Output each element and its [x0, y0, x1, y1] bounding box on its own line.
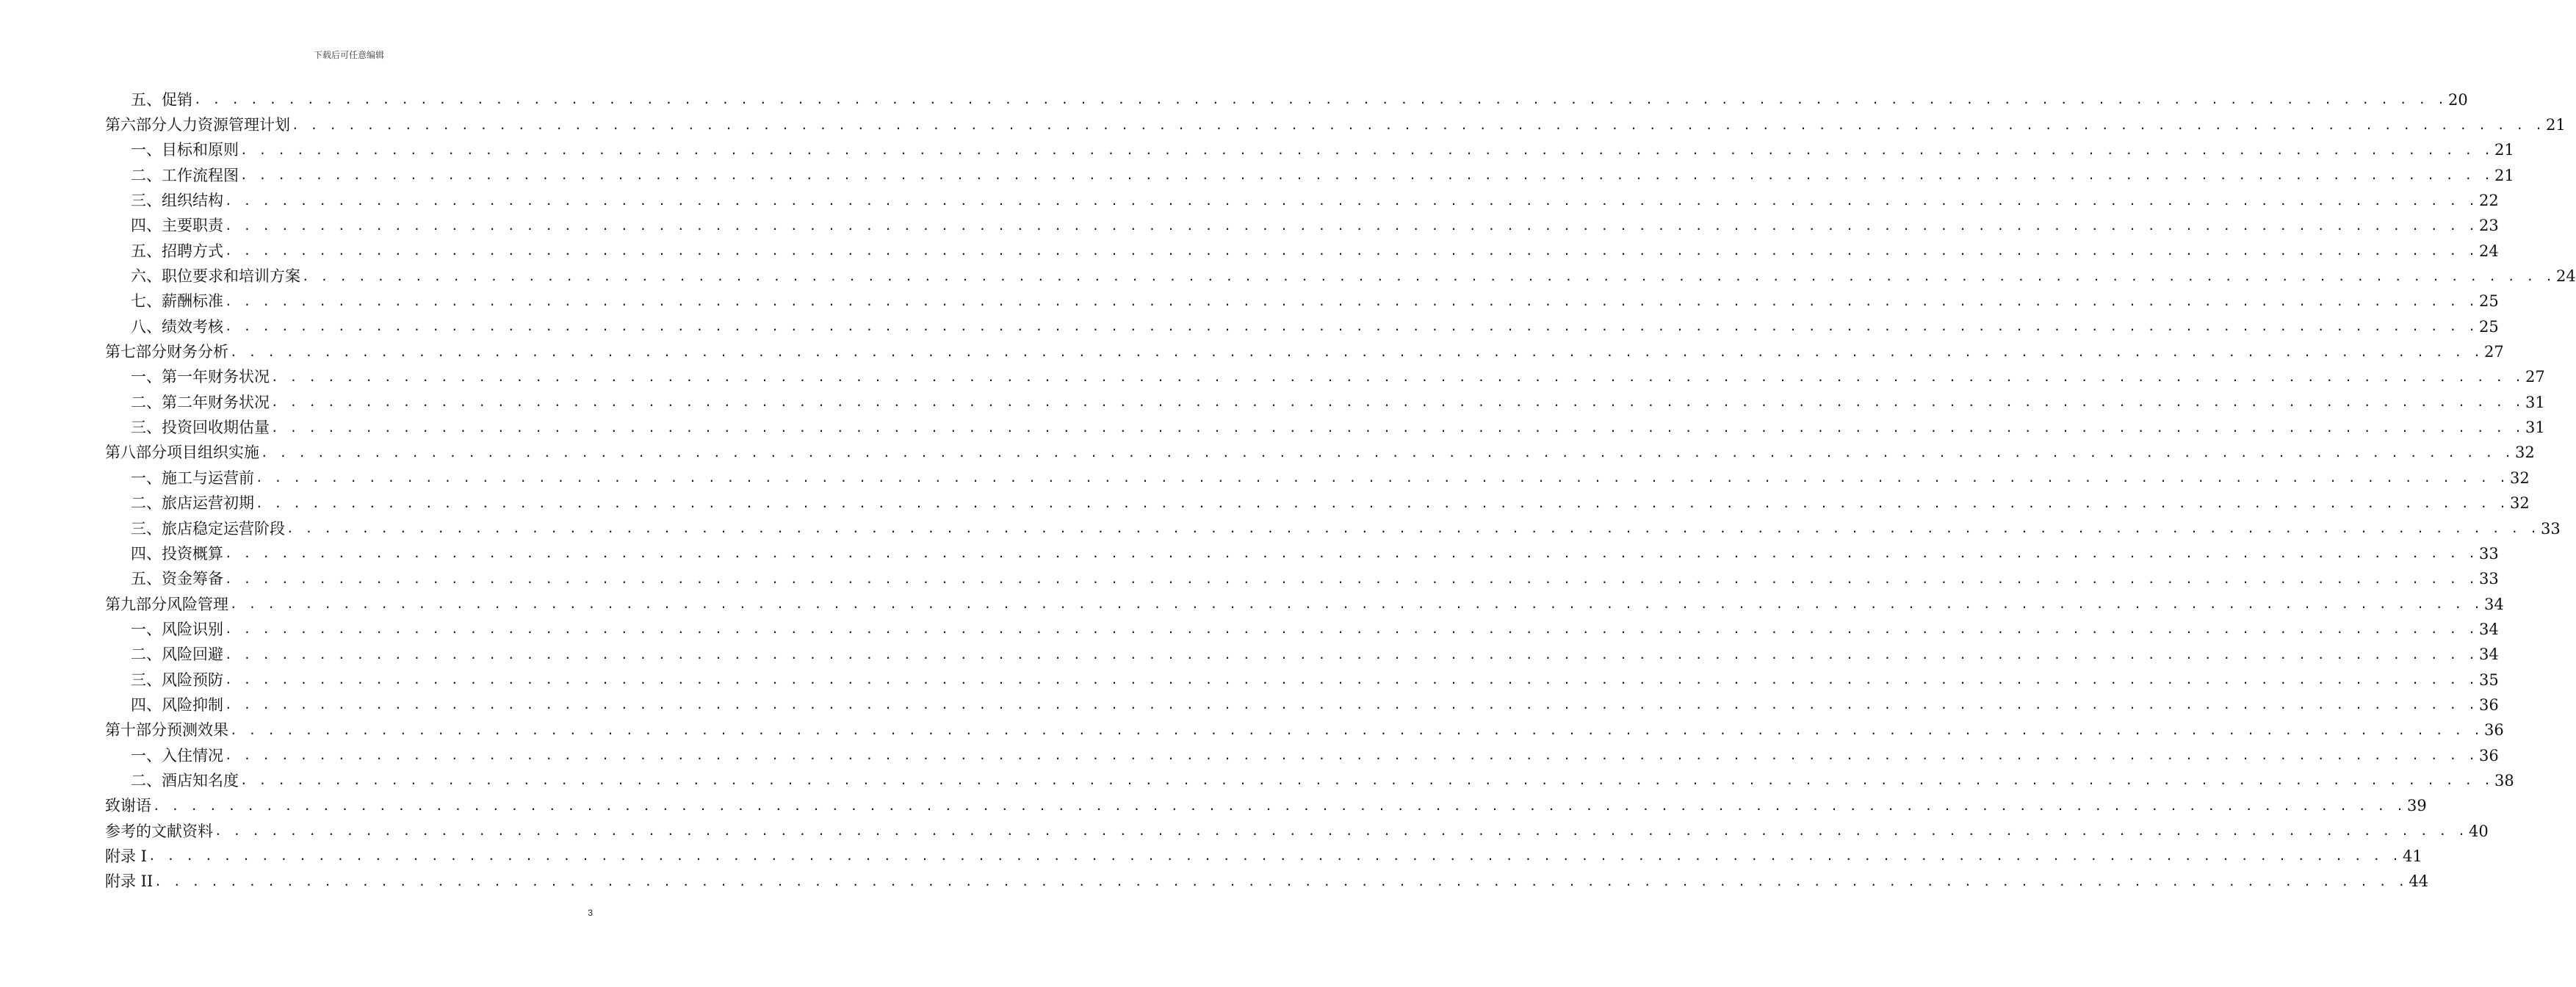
toc-leader-dots: . . . . . . . . . . . . . . . . . . . . . . . . . . . . . . . . . . . . . . . . . . . . . . . . . . . . . . . . . . . . . . . . . . . . . . . . . . . . . . . . . . . . . . . . . . . . . . . . . . . . . . . . . . . . . . . . . . . . . . . .: [256, 471, 2509, 485]
toc-leader-dots: . . . . . . . . . . . . . . . . . . . . . . . . . . . . . . . . . . . . . . . . . . . . . . . . . . . . . . . . . . . . . . . . . . . . . . . . . . . . . . . . . . . . . . . . . . . . . . . . . . . . . . . . . . . . . . . . . . . . . . . .: [271, 420, 2525, 435]
toc-entry-number: 一、: [131, 469, 162, 487]
toc-leader-dots: . . . . . . . . . . . . . . . . . . . . . . . . . . . . . . . . . . . . . . . . . . . . . . . . . . . . . . . . . . . . . . . . . . . . . . . . . . . . . . . . . . . . . . . . . . . . . . . . . . . . . . . . . . . . . . . . . . . . . . . .: [261, 445, 2514, 460]
toc-entry-title: 财务分析: [167, 343, 228, 361]
toc-leader-dots: . . . . . . . . . . . . . . . . . . . . . . . . . . . . . . . . . . . . . . . . . . . . . . . . . . . . . . . . . . . . . . . . . . . . . . . . . . . . . . . . . . . . . . . . . . . . . . . . . . . . . . . . . . . . . . . . . . . . . . . .: [292, 118, 2545, 132]
toc-leader-dots: . . . . . . . . . . . . . . . . . . . . . . . . . . . . . . . . . . . . . . . . . . . . . . . . . . . . . . . . . . . . . . . . . . . . . . . . . . . . . . . . . . . . . . . . . . . . . . . . . . . . . . . . . . . . . . . . . . . . . . . .: [225, 218, 2478, 233]
toc-entry-number: 三、: [131, 419, 162, 437]
toc-entry-page: 34: [2484, 595, 2504, 613]
toc-entry[interactable]: [105, 390, 2545, 415]
toc-entry-number: 第六部分: [105, 116, 167, 134]
toc-entry-page: 32: [2515, 444, 2535, 462]
toc-entry-number: 二、: [131, 166, 162, 184]
toc-entry[interactable]: [105, 314, 2499, 339]
toc-leader-dots: . . . . . . . . . . . . . . . . . . . . . . . . . . . . . . . . . . . . . . . . . . . . . . . . . . . . . . . . . . . . . . . . . . . . . . . . . . . . . . . . . . . . . . . . . . . . . . . . . . . . . . . . . . . . . . . . . . . . . . . .: [256, 496, 2509, 510]
toc-entry[interactable]: [105, 239, 2499, 264]
toc-entry[interactable]: [105, 466, 2530, 491]
toc-entry[interactable]: [105, 289, 2499, 314]
toc-leader-dots: . . . . . . . . . . . . . . . . . . . . . . . . . . . . . . . . . . . . . . . . . . . . . . . . . . . . . . . . . . . . . . . . . . . . . . . . . . . . . . . . . . . . . . . . . . . . . . . . . . . . . . . . . . . . . . . . . . . . . . . .: [225, 647, 2478, 662]
toc-entry-page: 32: [2510, 469, 2530, 487]
toc-entry-title: 投资回收期估量: [162, 419, 270, 437]
toc-entry[interactable]: [105, 138, 2514, 163]
toc-entry-title: 风险回避: [162, 646, 223, 664]
toc-leader-dots: . . . . . . . . . . . . . . . . . . . . . . . . . . . . . . . . . . . . . . . . . . . . . . . . . . . . . . . . . . . . . . . . . . . . . . . . . . . . . . . . . . . . . . . . . . . . . . . . . . . . . . . . . . . . . . . . . . . . . . . .: [225, 622, 2478, 637]
toc-entry-page: 36: [2484, 721, 2504, 740]
toc-leader-dots: . . . . . . . . . . . . . . . . . . . . . . . . . . . . . . . . . . . . . . . . . . . . . . . . . . . . . . . . . . . . . . . . . . . . . . . . . . . . . . . . . . . . . . . . . . . . . . . . . . . . . . . . . . . . . . . . . . . . . . . .: [240, 168, 2494, 183]
toc-entry[interactable]: [105, 768, 2514, 793]
toc-entry-page: 34: [2479, 620, 2499, 638]
toc-entry[interactable]: [105, 214, 2499, 239]
toc-leader-dots: . . . . . . . . . . . . . . . . . . . . . . . . . . . . . . . . . . . . . . . . . . . . . . . . . . . . . . . . . . . . . . . . . . . . . . . . . . . . . . . . . . . . . . . . . . . . . . . . . . . . . . . . . . . . . . . . . . . . . . . .: [225, 294, 2478, 308]
toc-entry-title: 附录 I: [105, 847, 147, 865]
toc-entry-page: 24: [2556, 267, 2576, 286]
toc-entry[interactable]: [105, 794, 2427, 819]
toc-leader-dots: . . . . . . . . . . . . . . . . . . . . . . . . . . . . . . . . . . . . . . . . . . . . . . . . . . . . . . . . . . . . . . . . . . . . . . . . . . . . . . . . . . . . . . . . . . . . . . . . . . . . . . . . . . . . . . . . . . . . . . . .: [230, 344, 2483, 359]
toc-entry[interactable]: [105, 491, 2530, 516]
toc-entry[interactable]: [105, 870, 2429, 894]
toc-entry[interactable]: [105, 592, 2504, 617]
toc-entry[interactable]: [105, 264, 2576, 289]
toc-leader-dots: . . . . . . . . . . . . . . . . . . . . . . . . . . . . . . . . . . . . . . . . . . . . . . . . . . . . . . . . . . . . . . . . . . . . . . . . . . . . . . . . . . . . . . . . . . . . . . . . . . . . . . . . . . . . . . . . . . . . . . . .: [302, 269, 2555, 283]
toc-entry-title: 施工与运营前: [162, 469, 254, 487]
toc-entry-number: 一、: [131, 368, 162, 386]
toc-leader-dots: . . . . . . . . . . . . . . . . . . . . . . . . . . . . . . . . . . . . . . . . . . . . . . . . . . . . . . . . . . . . . . . . . . . . . . . . . . . . . . . . . . . . . . . . . . . . . . . . . . . . . . . . . . . . . . . . . . . . . . . .: [271, 395, 2525, 410]
toc-entry[interactable]: [105, 743, 2499, 768]
toc-entry-page: 23: [2479, 217, 2499, 235]
toc-entry-title: 投资概算: [162, 544, 223, 563]
toc-leader-dots: . . . . . . . . . . . . . . . . . . . . . . . . . . . . . . . . . . . . . . . . . . . . . . . . . . . . . . . . . . . . . . . . . . . . . . . . . . . . . . . . . . . . . . . . . . . . . . . . . . . . . . . . . . . . . . . . . . . . . . . .: [225, 244, 2478, 258]
toc-entry-number: 二、: [131, 771, 162, 789]
toc-entry-title: 入住情况: [162, 746, 223, 764]
toc-entry-title: 参考的文献资料: [105, 822, 213, 840]
toc-entry-title: 薪酬标准: [162, 292, 223, 311]
toc-entry-title: 资金筹备: [162, 570, 223, 588]
toc-entry-number: 五、: [131, 90, 162, 109]
toc-entry-number: 七、: [131, 292, 162, 311]
toc-entry-title: 风险抑制: [162, 695, 223, 714]
toc-entry-number: 一、: [131, 746, 162, 764]
toc-entry-number: 二、: [131, 393, 162, 411]
toc-entry-number: 第九部分: [105, 595, 167, 613]
toc-entry-page: 27: [2484, 343, 2504, 361]
toc-entry-page: 33: [2479, 570, 2499, 588]
toc-entry-title: 促销: [162, 90, 192, 109]
toc-entry-page: 39: [2407, 797, 2427, 815]
toc-entry[interactable]: [105, 87, 2468, 112]
toc-entry-page: 31: [2525, 393, 2545, 411]
toc-leader-dots: . . . . . . . . . . . . . . . . . . . . . . . . . . . . . . . . . . . . . . . . . . . . . . . . . . . . . . . . . . . . . . . . . . . . . . . . . . . . . . . . . . . . . . . . . . . . . . . . . . . . . . . . . . . . . . . . . . . . . . . .: [225, 546, 2478, 561]
toc-entry-title: 人力资源管理计划: [167, 116, 290, 134]
toc-entry-title: 附录 II: [105, 872, 154, 891]
toc-entry[interactable]: [105, 617, 2499, 642]
toc-entry-number: 一、: [131, 620, 162, 638]
toc-entry[interactable]: [105, 441, 2535, 466]
toc-leader-dots: . . . . . . . . . . . . . . . . . . . . . . . . . . . . . . . . . . . . . . . . . . . . . . . . . . . . . . . . . . . . . . . . . . . . . . . . . . . . . . . . . . . . . . . . . . . . . . . . . . . . . . . . . . . . . . . . . . . . . . . .: [214, 824, 2468, 839]
toc-leader-dots: . . . . . . . . . . . . . . . . . . . . . . . . . . . . . . . . . . . . . . . . . . . . . . . . . . . . . . . . . . . . . . . . . . . . . . . . . . . . . . . . . . . . . . . . . . . . . . . . . . . . . . . . . . . . . . . . . . . . . . . .: [225, 193, 2478, 208]
toc-entry-page: 33: [2479, 544, 2499, 563]
toc-entry[interactable]: [105, 844, 2422, 869]
toc-entry-title: 项目组织实施: [167, 444, 259, 462]
toc-entry-title: 旅店运营初期: [162, 494, 254, 513]
toc-entry-number: 三、: [131, 670, 162, 689]
toc-entry-number: 二、: [131, 646, 162, 664]
toc-leader-dots: . . . . . . . . . . . . . . . . . . . . . . . . . . . . . . . . . . . . . . . . . . . . . . . . . . . . . . . . . . . . . . . . . . . . . . . . . . . . . . . . . . . . . . . . . . . . . . . . . . . . . . . . . . . . . . . . . . . . . . . .: [230, 597, 2483, 612]
toc-entry-page: 31: [2525, 419, 2545, 437]
toc-entry-page: 36: [2479, 695, 2499, 714]
toc-entry-title: 致谢语: [105, 797, 151, 815]
toc-entry-number: 五、: [131, 242, 162, 260]
toc-entry-number: 第七部分: [105, 343, 167, 361]
toc-entry-number: 二、: [131, 494, 162, 513]
toc-entry[interactable]: [105, 188, 2499, 213]
toc-entry[interactable]: [105, 339, 2504, 364]
toc-entry-title: 主要职责: [162, 217, 223, 235]
toc-entry-page: 21: [2546, 116, 2566, 134]
toc-entry-number: 第十部分: [105, 721, 167, 740]
toc-leader-dots: . . . . . . . . . . . . . . . . . . . . . . . . . . . . . . . . . . . . . . . . . . . . . . . . . . . . . . . . . . . . . . . . . . . . . . . . . . . . . . . . . . . . . . . . . . . . . . . . . . . . . . . . . . . . . . . . . . . . . . . .: [148, 849, 2402, 864]
toc-entry[interactable]: [105, 718, 2504, 743]
toc-entry[interactable]: [105, 365, 2545, 390]
toc-entry-page: 35: [2479, 670, 2499, 689]
toc-leader-dots: . . . . . . . . . . . . . . . . . . . . . . . . . . . . . . . . . . . . . . . . . . . . . . . . . . . . . . . . . . . . . . . . . . . . . . . . . . . . . . . . . . . . . . . . . . . . . . . . . . . . . . . . . . . . . . . . . . . . . . . .: [153, 798, 2406, 813]
toc-leader-dots: . . . . . . . . . . . . . . . . . . . . . . . . . . . . . . . . . . . . . . . . . . . . . . . . . . . . . . . . . . . . . . . . . . . . . . . . . . . . . . . . . . . . . . . . . . . . . . . . . . . . . . . . . . . . . . . . . . . . . . . .: [225, 673, 2478, 687]
toc-entry-page: 22: [2479, 192, 2499, 210]
table-of-contents: [105, 87, 2576, 894]
toc-entry-number: 六、: [131, 267, 162, 286]
toc-entry-page: 21: [2494, 141, 2514, 159]
toc-entry-number: 三、: [131, 192, 162, 210]
toc-leader-dots: . . . . . . . . . . . . . . . . . . . . . . . . . . . . . . . . . . . . . . . . . . . . . . . . . . . . . . . . . . . . . . . . . . . . . . . . . . . . . . . . . . . . . . . . . . . . . . . . . . . . . . . . . . . . . . . . . . . . . . . .: [225, 698, 2478, 712]
toc-entry-page: 34: [2479, 646, 2499, 664]
toc-entry-page: 41: [2403, 847, 2422, 865]
toc-entry-title: 预测效果: [167, 721, 228, 740]
toc-leader-dots: . . . . . . . . . . . . . . . . . . . . . . . . . . . . . . . . . . . . . . . . . . . . . . . . . . . . . . . . . . . . . . . . . . . . . . . . . . . . . . . . . . . . . . . . . . . . . . . . . . . . . . . . . . . . . . . . . . . . . . . .: [240, 142, 2494, 157]
toc-entry-title: 目标和原则: [162, 141, 239, 159]
toc-entry-title: 绩效考核: [162, 317, 223, 336]
toc-entry-title: 招聘方式: [162, 242, 223, 260]
toc-entry-title: 风险识别: [162, 620, 223, 638]
toc-entry-title: 工作流程图: [162, 166, 239, 184]
toc-entry-page: 38: [2494, 771, 2514, 789]
toc-entry[interactable]: [105, 693, 2499, 717]
toc-entry-page: 33: [2541, 519, 2561, 538]
toc-entry-page: 36: [2479, 746, 2499, 764]
toc-entry[interactable]: [105, 163, 2514, 188]
toc-leader-dots: . . . . . . . . . . . . . . . . . . . . . . . . . . . . . . . . . . . . . . . . . . . . . . . . . . . . . . . . . . . . . . . . . . . . . . . . . . . . . . . . . . . . . . . . . . . . . . . . . . . . . . . . . . . . . . . . . . . . . . . .: [154, 874, 2408, 889]
toc-entry[interactable]: [105, 112, 2566, 137]
toc-entry[interactable]: [105, 643, 2499, 668]
toc-entry-page: 20: [2448, 90, 2468, 109]
toc-entry-page: 32: [2510, 494, 2530, 513]
toc-leader-dots: . . . . . . . . . . . . . . . . . . . . . . . . . . . . . . . . . . . . . . . . . . . . . . . . . . . . . . . . . . . . . . . . . . . . . . . . . . . . . . . . . . . . . . . . . . . . . . . . . . . . . . . . . . . . . . . . . . . . . . . .: [286, 521, 2540, 536]
toc-leader-dots: . . . . . . . . . . . . . . . . . . . . . . . . . . . . . . . . . . . . . . . . . . . . . . . . . . . . . . . . . . . . . . . . . . . . . . . . . . . . . . . . . . . . . . . . . . . . . . . . . . . . . . . . . . . . . . . . . . . . . . . .: [194, 93, 2447, 107]
toc-entry-title: 风险管理: [167, 595, 228, 613]
toc-entry-number: 四、: [131, 544, 162, 563]
toc-entry-title: 酒店知名度: [162, 771, 239, 789]
page-header: 下载后可任意编辑: [313, 50, 384, 60]
toc-entry-title: 风险预防: [162, 670, 223, 689]
toc-entry-page: 21: [2494, 166, 2514, 184]
toc-entry[interactable]: [105, 668, 2499, 693]
page-number: 3: [588, 908, 593, 918]
toc-entry-title: 组织结构: [162, 192, 223, 210]
toc-entry-title: 旅店稳定运营阶段: [162, 519, 285, 538]
toc-entry-number: 一、: [131, 141, 162, 159]
toc-leader-dots: . . . . . . . . . . . . . . . . . . . . . . . . . . . . . . . . . . . . . . . . . . . . . . . . . . . . . . . . . . . . . . . . . . . . . . . . . . . . . . . . . . . . . . . . . . . . . . . . . . . . . . . . . . . . . . . . . . . . . . . .: [225, 748, 2478, 763]
toc-entry-page: 27: [2525, 368, 2545, 386]
toc-entry-page: 25: [2479, 317, 2499, 336]
toc-entry[interactable]: [105, 415, 2545, 440]
toc-leader-dots: . . . . . . . . . . . . . . . . . . . . . . . . . . . . . . . . . . . . . . . . . . . . . . . . . . . . . . . . . . . . . . . . . . . . . . . . . . . . . . . . . . . . . . . . . . . . . . . . . . . . . . . . . . . . . . . . . . . . . . . .: [240, 773, 2494, 788]
toc-entry-page: 24: [2479, 242, 2499, 260]
toc-leader-dots: . . . . . . . . . . . . . . . . . . . . . . . . . . . . . . . . . . . . . . . . . . . . . . . . . . . . . . . . . . . . . . . . . . . . . . . . . . . . . . . . . . . . . . . . . . . . . . . . . . . . . . . . . . . . . . . . . . . . . . . .: [225, 571, 2478, 586]
toc-leader-dots: . . . . . . . . . . . . . . . . . . . . . . . . . . . . . . . . . . . . . . . . . . . . . . . . . . . . . . . . . . . . . . . . . . . . . . . . . . . . . . . . . . . . . . . . . . . . . . . . . . . . . . . . . . . . . . . . . . . . . . . .: [271, 369, 2525, 384]
toc-entry-title: 职位要求和培训方案: [162, 267, 300, 286]
toc-entry-page: 40: [2469, 822, 2489, 840]
toc-entry[interactable]: [105, 541, 2499, 566]
toc-entry[interactable]: [105, 567, 2499, 592]
toc-leader-dots: . . . . . . . . . . . . . . . . . . . . . . . . . . . . . . . . . . . . . . . . . . . . . . . . . . . . . . . . . . . . . . . . . . . . . . . . . . . . . . . . . . . . . . . . . . . . . . . . . . . . . . . . . . . . . . . . . . . . . . . .: [230, 723, 2483, 737]
toc-entry-number: 八、: [131, 317, 162, 336]
toc-entry-number: 第八部分: [105, 444, 167, 462]
toc-entry-number: 五、: [131, 570, 162, 588]
toc-entry-page: 25: [2479, 292, 2499, 311]
toc-entry-number: 四、: [131, 217, 162, 235]
toc-entry[interactable]: [105, 516, 2561, 541]
toc-leader-dots: . . . . . . . . . . . . . . . . . . . . . . . . . . . . . . . . . . . . . . . . . . . . . . . . . . . . . . . . . . . . . . . . . . . . . . . . . . . . . . . . . . . . . . . . . . . . . . . . . . . . . . . . . . . . . . . . . . . . . . . .: [225, 319, 2478, 334]
toc-entry-title: 第二年财务状况: [162, 393, 270, 411]
toc-entry-page: 44: [2409, 872, 2429, 891]
toc-entry-title: 第一年财务状况: [162, 368, 270, 386]
toc-entry-number: 四、: [131, 695, 162, 714]
toc-entry-number: 三、: [131, 519, 162, 538]
toc-entry[interactable]: [105, 819, 2489, 844]
